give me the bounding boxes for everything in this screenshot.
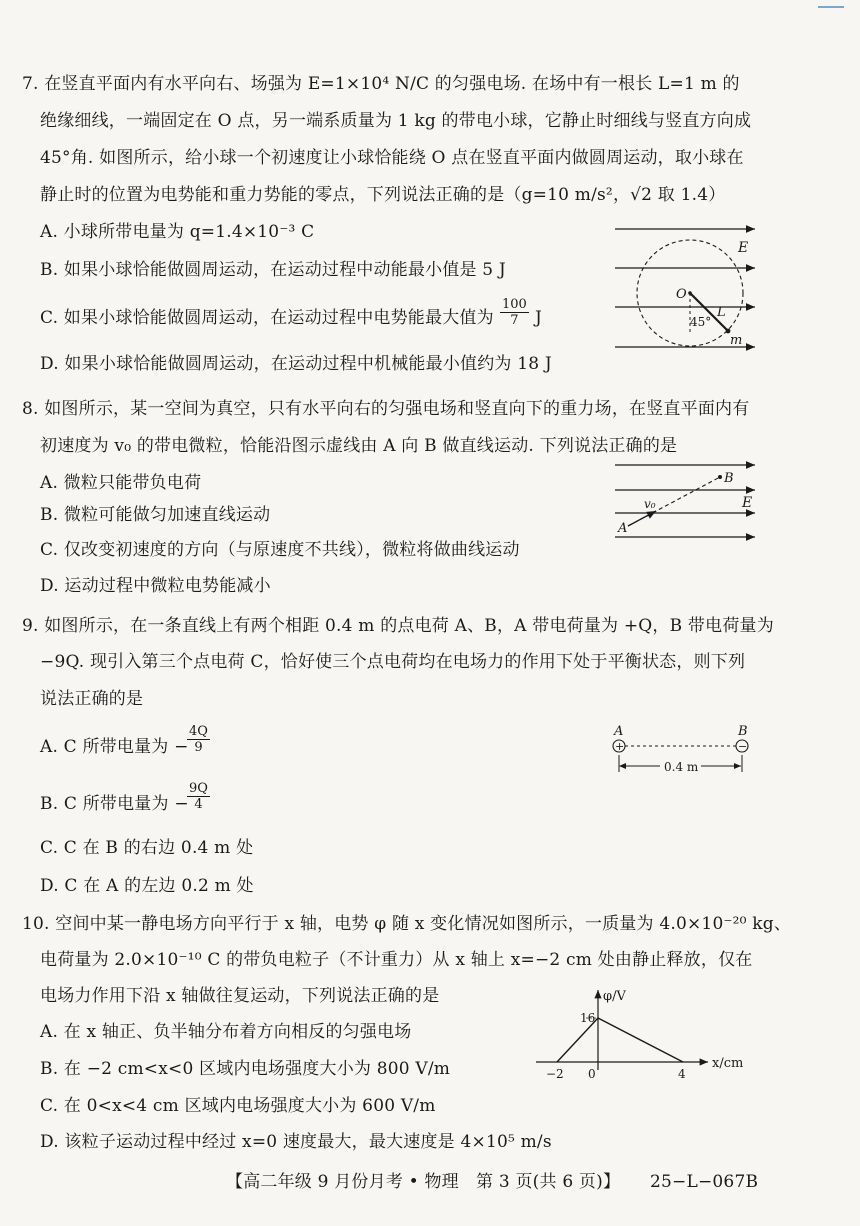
q10-line-2: 电荷量为 2.0×10⁻¹⁰ C 的带负电粒子（不计重力）从 x 轴上 x=−2 cm 处由静止释放，仅在 (40, 950, 753, 970)
footer-code: 25−L−067B (650, 1172, 759, 1192)
q10-fig-tick-neg2: −2 (546, 1067, 564, 1081)
q9-fig-distance: 0.4 m (664, 760, 699, 774)
q9-option-a-fraction: $\frac{4Q}{9}$ (189, 724, 208, 755)
q7-option-c-unit: J (535, 308, 543, 328)
q10-line-1: 10. 空间中某一静电场方向平行于 x 轴，电势 φ 随 x 变化情况如图所示，一质量为 4.0×10⁻²⁰ kg、 (22, 914, 792, 934)
q9-fig-minus: − (738, 740, 748, 753)
footer-exam-info: 【高二年级 9 月份月考 • 物理 第 3 页(共 6 页)】 (226, 1172, 621, 1192)
q7-option-b: B. 如果小球恰能做圆周运动，在运动过程中动能最小值是 5 J (40, 260, 506, 280)
q7-fig-label-e: E (738, 240, 749, 256)
q10-fig-x-label: x/cm (712, 1056, 744, 1071)
q7-option-c: C. 如果小球恰能做圆周运动，在运动过程中电势能最大值为 (40, 308, 494, 328)
q10-option-b: B. 在 −2 cm<x<0 区域内电场强度大小为 800 V/m (40, 1059, 451, 1079)
q10-option-d: D. 该粒子运动过程中经过 x=0 速度最大，最大速度是 4×10⁵ m/s (40, 1132, 552, 1152)
q7-option-d: D. 如果小球恰能做圆周运动，在运动过程中机械能最小值约为 18 J (40, 354, 552, 374)
q10-fig-y-label: φ/V (603, 989, 626, 1004)
q8-fig-label-b: B (724, 471, 734, 486)
q9-option-d: D. C 在 A 的左边 0.2 m 处 (40, 876, 254, 896)
q7-line-1: 7. 在竖直平面内有水平向右、场强为 E=1×10⁴ N/C 的匀强电场. 在场中有一根长 L=1 m 的 (22, 74, 740, 94)
q7-line-4: 静止时的位置为电势能和重力势能的零点，下列说法正确的是（g=10 m/s²，√2 取 1.4） (40, 185, 726, 205)
q10-option-c: C. 在 0<x<4 cm 区域内电场强度大小为 600 V/m (40, 1096, 436, 1116)
q9-line-3: 说法正确的是 (40, 689, 144, 709)
q9-line-2: −9Q. 现引入第三个点电荷 C，恰好使三个点电荷均在电场力的作用下处于平衡状态，则下列 (40, 652, 746, 672)
q10-line-3: 电场力作用下沿 x 轴做往复运动，下列说法正确的是 (40, 986, 440, 1006)
q7-fig-label-angle: 45° (690, 315, 712, 329)
q9-fig-plus: + (615, 740, 625, 753)
q9-fig-label-a: A (614, 724, 624, 739)
q8-fig-label-a: A (618, 521, 628, 536)
q9-line-1: 9. 如图所示，在一条直线上有两个相距 0.4 m 的点电荷 A、B，A 带电荷量为 +Q，B 带电荷量为 (22, 616, 774, 636)
q9-option-b: B. C 所带电量为 − (40, 794, 189, 814)
q7-line-2: 绝缘细线，一端固定在 O 点，另一端系质量为 1 kg 的带电小球，它静止时细线与竖直方向成 (40, 111, 752, 131)
q9-fig-label-b: B (738, 724, 748, 739)
q9-option-a: A. C 所带电量为 − (40, 737, 189, 757)
q10-fig-tick-0: 0 (588, 1067, 596, 1081)
q7-fig-label-m: m (730, 333, 743, 348)
q7-fig-label-l: L (717, 305, 726, 320)
q7-option-a: A. 小球所带电量为 q=1.4×10⁻³ C (40, 222, 315, 242)
q8-option-b: B. 微粒可能做匀加速直线运动 (40, 505, 271, 525)
q8-line-2: 初速度为 v₀ 的带电微粒，恰能沿图示虚线由 A 向 B 做直线运动. 下列说法正确的是 (40, 436, 678, 456)
q7-fig-label-o: O (676, 287, 687, 302)
q8-fig-label-e: E (742, 495, 753, 511)
q8-option-a: A. 微粒只能带负电荷 (40, 473, 202, 493)
q10-fig-peak: 16 (580, 1011, 596, 1025)
q8-option-c: C. 仅改变初速度的方向（与原速度不共线），微粒将做曲线运动 (40, 540, 520, 560)
q10-option-a: A. 在 x 轴正、负半轴分布着方向相反的匀强电场 (40, 1022, 412, 1042)
q7-line-3: 45°角. 如图所示，给小球一个初速度让小球恰能绕 O 点在竖直平面内做圆周运动，取小球在 (40, 148, 744, 168)
q8-line-1: 8. 如图所示，某一空间为真空，只有水平向右的匀强电场和竖直向下的重力场，在竖直平面内有 (22, 399, 750, 419)
q7-option-c-fraction: $\frac{100}{7}$ (502, 297, 527, 328)
q10-fig-tick-4: 4 (678, 1067, 686, 1081)
q8-option-d: D. 运动过程中微粒电势能减小 (40, 576, 271, 596)
q9-option-b-fraction: $\frac{9Q}{4}$ (189, 781, 208, 812)
q9-option-c: C. C 在 B 的右边 0.4 m 处 (40, 838, 254, 858)
q8-fig-label-v0: v₀ (644, 497, 656, 511)
